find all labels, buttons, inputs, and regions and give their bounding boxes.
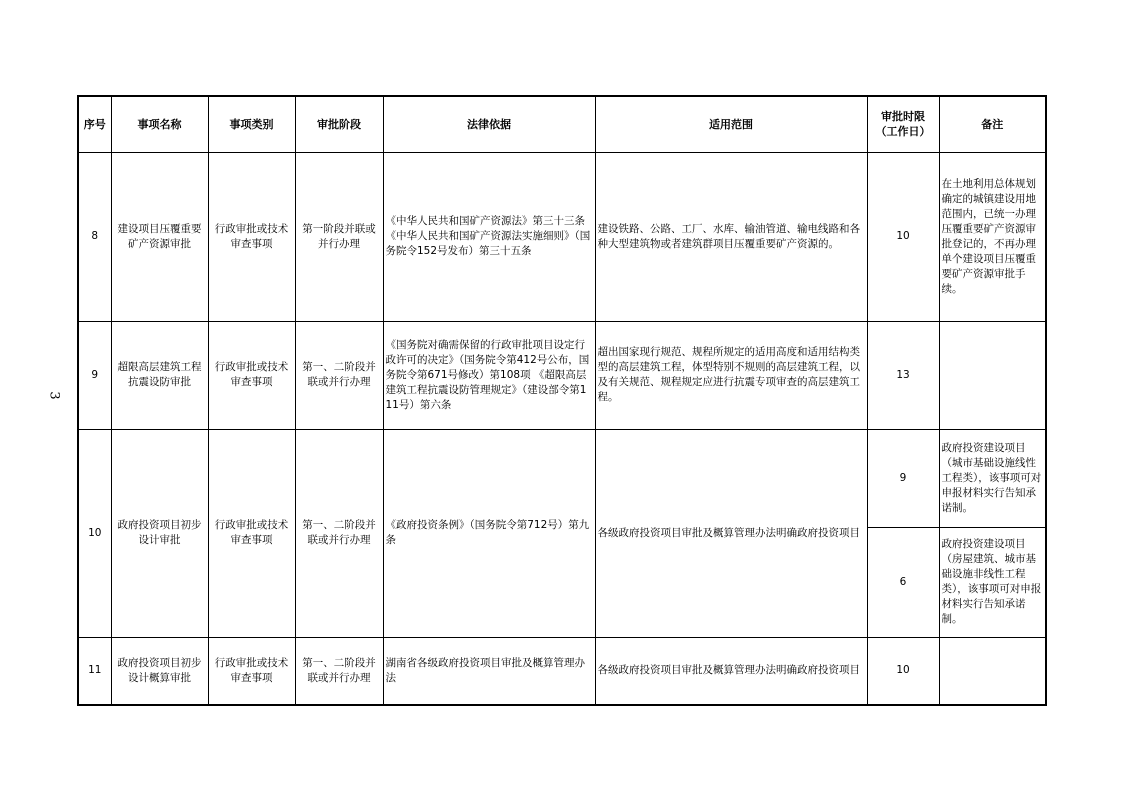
table-row [78, 637, 1046, 705]
cell-basis: 《国务院对确需保留的行政审批项目设定行政许可的决定》（国务院令第412号公布，国务院令第671号修改）第108项 《超限高层建筑工程抗震设防管理规定》（建设部令第111号）第六条 [383, 321, 595, 429]
cell-stage: 第一阶段并联或并行办理 [295, 152, 383, 321]
cell-name: 建设项目压覆重要矿产资源审批 [111, 152, 208, 321]
cell-remarks [939, 321, 1046, 429]
cell-scope: 各级政府投资项目审批及概算管理办法明确政府投资项目 [595, 637, 867, 705]
cell-name: 超限高层建筑工程抗震设防审批 [111, 321, 208, 429]
cell-scope: 超出国家现行规范、规程所规定的适用高度和适用结构类型的高层建筑工程，体型特别不规则的高层建筑工程，以及有关规范、规程规定应进行抗震专项审查的高层建筑工程。 [595, 321, 867, 429]
cell-days: 10 [867, 637, 939, 705]
page-number: 3 [46, 391, 62, 400]
header-days [867, 96, 939, 152]
cell-remarks: 在土地利用总体规划确定的城镇建设用地范围内，已统一办理压覆重要矿产资源审批登记的，不再办理单个建设项目压覆重要矿产资源审批手续。 [939, 152, 1046, 321]
cell-type: 行政审批或技术审查事项 [208, 637, 295, 705]
header-name: 事项名称 [111, 96, 208, 152]
cell-type: 行政审批或技术审查事项 [208, 429, 295, 637]
cell-basis: 湖南省各级政府投资项目审批及概算管理办法 [383, 637, 595, 705]
header-days-line1: 审批时限 [881, 110, 925, 124]
table-row [78, 429, 1046, 527]
cell-stage: 第一、二阶段并联或并行办理 [295, 637, 383, 705]
cell-stage: 第一、二阶段并联或并行办理 [295, 429, 383, 637]
cell-days: 6 [867, 527, 939, 637]
header-type: 事项类别 [208, 96, 295, 152]
cell-days: 10 [867, 152, 939, 321]
cell-days: 9 [867, 429, 939, 527]
cell-remarks [939, 637, 1046, 705]
header-days-line2: （工作日） [875, 125, 931, 139]
cell-type: 行政审批或技术审查事项 [208, 152, 295, 321]
cell-scope: 各级政府投资项目审批及概算管理办法明确政府投资项目 [595, 429, 867, 637]
cell-basis: 《中华人民共和国矿产资源法》第三十三条 《中华人民共和国矿产资源法实施细则》（国务院令152号发布）第三十五条 [383, 152, 595, 321]
cell-basis: 《政府投资条例》（国务院令第712号）第九条 [383, 429, 595, 637]
cell-remarks: 政府投资建设项目（城市基础设施线性工程类），该事项可对申报材料实行告知承诺制。 [939, 429, 1046, 527]
approval-items-table [77, 95, 1047, 706]
table-row [78, 152, 1046, 321]
cell-no: 10 [78, 429, 111, 637]
cell-no: 11 [78, 637, 111, 705]
header-remarks: 备注 [939, 96, 1046, 152]
header-stage: 审批阶段 [295, 96, 383, 152]
header-no: 序号 [78, 96, 111, 152]
cell-name: 政府投资项目初步设计审批 [111, 429, 208, 637]
cell-stage: 第一、二阶段并联或并行办理 [295, 321, 383, 429]
cell-name: 政府投资项目初步设计概算审批 [111, 637, 208, 705]
cell-days: 13 [867, 321, 939, 429]
header-scope: 适用范围 [595, 96, 867, 152]
cell-no: 9 [78, 321, 111, 429]
header-basis: 法律依据 [383, 96, 595, 152]
cell-scope: 建设铁路、公路、工厂、水库、输油管道、输电线路和各种大型建筑物或者建筑群项目压覆重要矿产资源的。 [595, 152, 867, 321]
cell-type: 行政审批或技术审查事项 [208, 321, 295, 429]
cell-remarks: 政府投资建设项目（房屋建筑、城市基础设施非线性工程类），该事项可对申报材料实行告知承诺制。 [939, 527, 1046, 637]
table-header-row [78, 96, 1046, 152]
table-row [78, 321, 1046, 429]
cell-no: 8 [78, 152, 111, 321]
